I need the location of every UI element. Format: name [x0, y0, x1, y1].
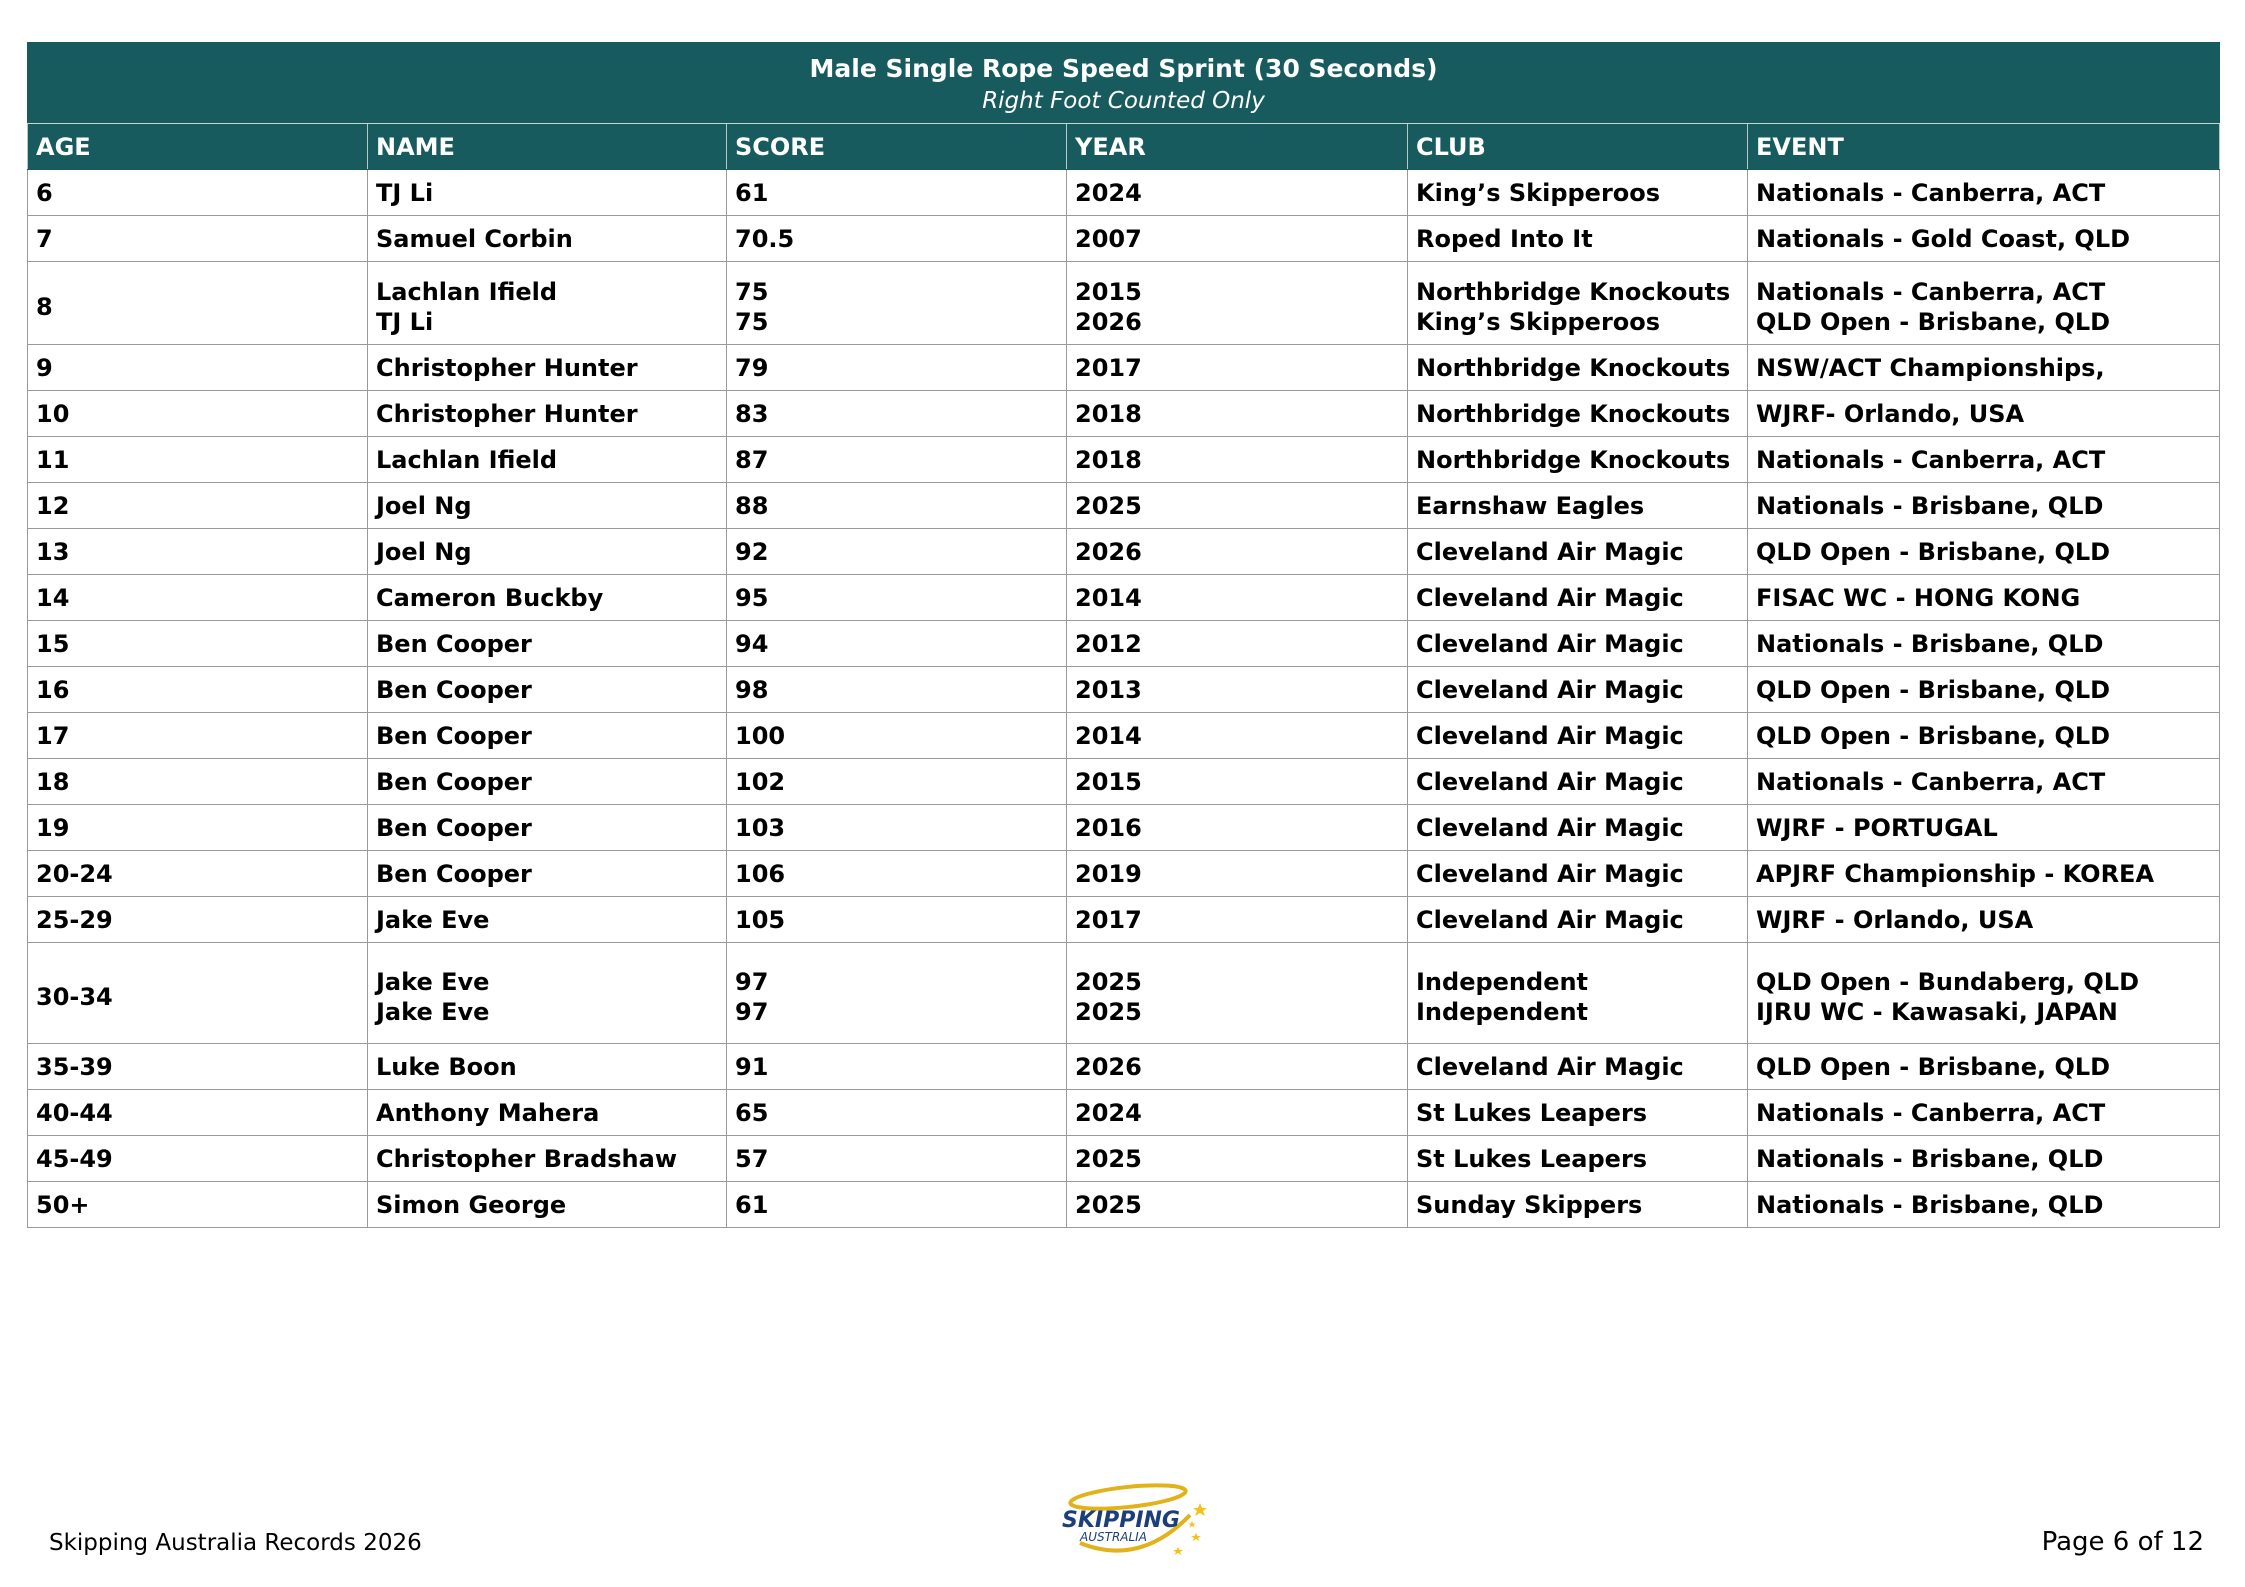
score-value: 75	[735, 308, 769, 336]
score-value: 105	[735, 905, 786, 934]
column-header-event: EVENT	[1748, 124, 2220, 170]
cell-club	[1408, 851, 1748, 897]
cell-age: 8	[28, 262, 368, 345]
event-value: WJRF - Orlando, USA	[1756, 905, 2034, 934]
cell-year	[1067, 759, 1408, 805]
score-value: 87	[735, 445, 769, 474]
cell-club	[1408, 1090, 1748, 1136]
year-value: 2007	[1075, 224, 1142, 253]
event-value: Nationals - Brisbane, QLD	[1756, 1144, 2104, 1173]
cell-year	[1067, 262, 1408, 345]
club-value: Cleveland Air Magic	[1416, 629, 1684, 658]
cell-event	[1748, 621, 2220, 667]
year-value: 2025	[1075, 491, 1142, 520]
year-value: 2025	[1075, 1190, 1142, 1219]
cell-event	[1748, 897, 2220, 943]
column-header-club: CLUB	[1408, 124, 1748, 170]
cell-club	[1408, 897, 1748, 943]
cell-event	[1748, 483, 2220, 529]
year-value: 2013	[1075, 675, 1142, 704]
cell-club	[1408, 943, 1748, 1044]
cell-score	[727, 170, 1067, 216]
cell-club	[1408, 575, 1748, 621]
cell-age: 16	[28, 667, 368, 713]
footer-page-number: Page 6 of 12	[2041, 1527, 2204, 1557]
name-value: Jake Eve	[376, 968, 490, 996]
club-value: Cleveland Air Magic	[1416, 583, 1684, 612]
cell-year	[1067, 345, 1408, 391]
name-value: Christopher Hunter	[376, 353, 638, 382]
table-title-row	[28, 43, 2220, 124]
score-value: 103	[735, 813, 786, 842]
event-value: Nationals - Brisbane, QLD	[1756, 1190, 2104, 1219]
skipping-australia-logo	[1050, 1475, 1210, 1565]
records-body	[28, 170, 2220, 1228]
cell-name	[368, 1044, 727, 1090]
cell-year	[1067, 437, 1408, 483]
cell-age: 13	[28, 529, 368, 575]
cell-club	[1408, 529, 1748, 575]
cell-club	[1408, 170, 1748, 216]
club-value: King’s Skipperoos	[1416, 178, 1661, 207]
event-value: QLD Open - Brisbane, QLD	[1756, 675, 2111, 704]
cell-score	[727, 621, 1067, 667]
cell-event	[1748, 1044, 2220, 1090]
cell-age: 30-34	[28, 943, 368, 1044]
event-value: Nationals - Canberra, ACT	[1756, 178, 2106, 207]
club-value: Cleveland Air Magic	[1416, 767, 1684, 796]
cell-name	[368, 529, 727, 575]
name-value: Ben Cooper	[376, 629, 532, 658]
club-value: Cleveland Air Magic	[1416, 721, 1684, 750]
cell-name	[368, 667, 727, 713]
cell-year	[1067, 1182, 1408, 1228]
cell-year	[1067, 529, 1408, 575]
event-value: WJRF- Orlando, USA	[1756, 399, 2025, 428]
cell-event	[1748, 216, 2220, 262]
cell-club	[1408, 1182, 1748, 1228]
cell-event	[1748, 759, 2220, 805]
cell-score	[727, 1044, 1067, 1090]
cell-score	[727, 529, 1067, 575]
cell-event	[1748, 1136, 2220, 1182]
table-row	[28, 1182, 2220, 1228]
club-value: Cleveland Air Magic	[1416, 1052, 1684, 1081]
score-value: 75	[735, 278, 769, 306]
cell-age: 12	[28, 483, 368, 529]
cell-age: 50+	[28, 1182, 368, 1228]
column-header-score: SCORE	[727, 124, 1067, 170]
event-value: WJRF - PORTUGAL	[1756, 813, 1998, 842]
cell-club	[1408, 667, 1748, 713]
cell-club	[1408, 713, 1748, 759]
cell-event	[1748, 437, 2220, 483]
club-value: Cleveland Air Magic	[1416, 537, 1684, 566]
name-value: Anthony Mahera	[376, 1098, 600, 1127]
cell-year	[1067, 713, 1408, 759]
event-value: Nationals - Gold Coast, QLD	[1756, 224, 2131, 253]
cell-age: 9	[28, 345, 368, 391]
cell-club	[1408, 216, 1748, 262]
cell-name	[368, 216, 727, 262]
cell-age: 40-44	[28, 1090, 368, 1136]
year-value: 2026	[1075, 308, 1142, 336]
year-value: 2025	[1075, 968, 1142, 996]
cell-club	[1408, 391, 1748, 437]
cell-name	[368, 805, 727, 851]
event-value: QLD Open - Brisbane, QLD	[1756, 308, 2111, 336]
cell-event	[1748, 170, 2220, 216]
cell-event	[1748, 943, 2220, 1044]
name-value: Luke Boon	[376, 1052, 517, 1081]
column-header-name: NAME	[368, 124, 727, 170]
score-value: 57	[735, 1144, 769, 1173]
table-row	[28, 1090, 2220, 1136]
club-value: King’s Skipperoos	[1416, 308, 1661, 336]
score-value: 83	[735, 399, 769, 428]
column-header-year: YEAR	[1067, 124, 1408, 170]
year-value: 2026	[1075, 537, 1142, 566]
cell-club	[1408, 262, 1748, 345]
event-value: APJRF Championship - KOREA	[1756, 859, 2155, 888]
year-value: 2019	[1075, 859, 1142, 888]
event-value: Nationals - Brisbane, QLD	[1756, 491, 2104, 520]
year-value: 2025	[1075, 1144, 1142, 1173]
cell-year	[1067, 575, 1408, 621]
event-value: Nationals - Canberra, ACT	[1756, 1098, 2106, 1127]
cell-name	[368, 851, 727, 897]
cell-club	[1408, 345, 1748, 391]
table-title-cell	[28, 43, 2220, 124]
event-value: NSW/ACT Championships,	[1756, 353, 2105, 382]
table-row	[28, 170, 2220, 216]
cell-year	[1067, 1090, 1408, 1136]
cell-name	[368, 345, 727, 391]
name-value: Jake Eve	[376, 998, 490, 1026]
year-value: 2018	[1075, 399, 1142, 428]
cell-year	[1067, 621, 1408, 667]
club-value: Northbridge Knockouts	[1416, 278, 1731, 306]
table-row	[28, 759, 2220, 805]
table-row	[28, 621, 2220, 667]
club-value: Independent	[1416, 998, 1589, 1026]
event-value: Nationals - Brisbane, QLD	[1756, 629, 2104, 658]
name-value: Ben Cooper	[376, 813, 532, 842]
score-value: 97	[735, 998, 769, 1026]
table-row	[28, 805, 2220, 851]
event-value: QLD Open - Brisbane, QLD	[1756, 537, 2111, 566]
cell-score	[727, 1090, 1067, 1136]
name-value: Ben Cooper	[376, 675, 532, 704]
year-value: 2017	[1075, 353, 1142, 382]
club-value: Cleveland Air Magic	[1416, 675, 1684, 704]
score-value: 102	[735, 767, 786, 796]
cell-year	[1067, 897, 1408, 943]
cell-event	[1748, 575, 2220, 621]
cell-name	[368, 1136, 727, 1182]
cell-event	[1748, 391, 2220, 437]
name-value: Samuel Corbin	[376, 224, 573, 253]
year-value: 2015	[1075, 767, 1142, 796]
table-subtitle: Right Foot Counted Only	[982, 87, 1265, 114]
cell-score	[727, 575, 1067, 621]
cell-name	[368, 1090, 727, 1136]
cell-event	[1748, 713, 2220, 759]
score-value: 61	[735, 178, 769, 207]
club-value: St Lukes Leapers	[1416, 1098, 1648, 1127]
score-value: 98	[735, 675, 769, 704]
event-value: FISAC WC - HONG KONG	[1756, 583, 2081, 612]
cell-name	[368, 621, 727, 667]
cell-age: 15	[28, 621, 368, 667]
cell-score	[727, 1136, 1067, 1182]
club-value: Northbridge Knockouts	[1416, 399, 1731, 428]
cell-score	[727, 391, 1067, 437]
cell-age: 19	[28, 805, 368, 851]
club-value: Cleveland Air Magic	[1416, 813, 1684, 842]
cell-age: 17	[28, 713, 368, 759]
table-row	[28, 345, 2220, 391]
column-header-age: AGE	[28, 124, 368, 170]
logo-text-sub: AUSTRALIA	[1080, 1530, 1147, 1544]
table-row	[28, 216, 2220, 262]
table-row	[28, 391, 2220, 437]
event-value: QLD Open - Brisbane, QLD	[1756, 1052, 2111, 1081]
event-value: Nationals - Canberra, ACT	[1756, 445, 2106, 474]
column-header-row	[28, 124, 2220, 170]
cell-name	[368, 262, 727, 345]
cell-score	[727, 437, 1067, 483]
cell-score	[727, 759, 1067, 805]
cell-age: 7	[28, 216, 368, 262]
score-value: 70.5	[735, 224, 795, 253]
cell-year	[1067, 170, 1408, 216]
club-value: Cleveland Air Magic	[1416, 859, 1684, 888]
table-title: Male Single Rope Speed Sprint (30 Seconds)	[809, 53, 1438, 83]
year-value: 2024	[1075, 178, 1142, 207]
name-value: Joel Ng	[376, 537, 472, 566]
score-value: 95	[735, 583, 769, 612]
cell-club	[1408, 1044, 1748, 1090]
club-value: Cleveland Air Magic	[1416, 905, 1684, 934]
cell-score	[727, 345, 1067, 391]
club-value: Northbridge Knockouts	[1416, 445, 1731, 474]
cell-score	[727, 897, 1067, 943]
year-value: 2016	[1075, 813, 1142, 842]
table-row	[28, 667, 2220, 713]
cell-event	[1748, 1090, 2220, 1136]
name-value: Jake Eve	[376, 905, 490, 934]
event-value: QLD Open - Brisbane, QLD	[1756, 721, 2111, 750]
event-value: IJRU WC - Kawasaki, JAPAN	[1756, 998, 2118, 1026]
cell-score	[727, 1182, 1067, 1228]
cell-age: 14	[28, 575, 368, 621]
cell-event	[1748, 345, 2220, 391]
score-value: 79	[735, 353, 769, 382]
cell-score	[727, 667, 1067, 713]
club-value: Independent	[1416, 968, 1589, 996]
event-value: QLD Open - Bundaberg, QLD	[1756, 968, 2139, 996]
cell-age: 25-29	[28, 897, 368, 943]
name-value: Christopher Bradshaw	[376, 1144, 677, 1173]
table-row	[28, 529, 2220, 575]
score-value: 91	[735, 1052, 769, 1081]
cell-name	[368, 759, 727, 805]
name-value: Joel Ng	[376, 491, 472, 520]
cell-club	[1408, 483, 1748, 529]
cell-club	[1408, 759, 1748, 805]
cell-age: 45-49	[28, 1136, 368, 1182]
cell-event	[1748, 262, 2220, 345]
cell-year	[1067, 1044, 1408, 1090]
cell-name	[368, 170, 727, 216]
cell-name	[368, 575, 727, 621]
table-row	[28, 713, 2220, 759]
cell-club	[1408, 805, 1748, 851]
cell-event	[1748, 667, 2220, 713]
cell-year	[1067, 805, 1408, 851]
cell-event	[1748, 805, 2220, 851]
name-value: TJ Li	[376, 308, 434, 336]
records-table	[27, 42, 2220, 1228]
year-value: 2025	[1075, 998, 1142, 1026]
year-value: 2014	[1075, 583, 1142, 612]
score-value: 92	[735, 537, 769, 566]
cell-year	[1067, 851, 1408, 897]
score-value: 88	[735, 491, 769, 520]
cell-year	[1067, 391, 1408, 437]
score-value: 61	[735, 1190, 769, 1219]
table-row	[28, 1044, 2220, 1090]
cell-age: 18	[28, 759, 368, 805]
cell-score	[727, 805, 1067, 851]
name-value: Lachlan Ifield	[376, 278, 558, 306]
cell-score	[727, 262, 1067, 345]
cell-year	[1067, 667, 1408, 713]
year-value: 2024	[1075, 1098, 1142, 1127]
cell-club	[1408, 1136, 1748, 1182]
club-value: St Lukes Leapers	[1416, 1144, 1648, 1173]
cell-event	[1748, 1182, 2220, 1228]
name-value: Ben Cooper	[376, 721, 532, 750]
table-row	[28, 851, 2220, 897]
cell-club	[1408, 621, 1748, 667]
cell-year	[1067, 483, 1408, 529]
cell-event	[1748, 529, 2220, 575]
logo-text-main: SKIPPING	[1062, 1508, 1180, 1533]
cell-year	[1067, 216, 1408, 262]
cell-age: 6	[28, 170, 368, 216]
table-row	[28, 897, 2220, 943]
event-value: Nationals - Canberra, ACT	[1756, 767, 2106, 796]
cell-year	[1067, 1136, 1408, 1182]
score-value: 97	[735, 968, 769, 996]
cell-name	[368, 897, 727, 943]
year-value: 2015	[1075, 278, 1142, 306]
club-value: Roped Into It	[1416, 224, 1593, 253]
score-value: 94	[735, 629, 769, 658]
year-value: 2026	[1075, 1052, 1142, 1081]
cell-name	[368, 943, 727, 1044]
cell-score	[727, 851, 1067, 897]
table-row	[28, 262, 2220, 345]
cell-event	[1748, 851, 2220, 897]
cell-club	[1408, 437, 1748, 483]
cell-age: 10	[28, 391, 368, 437]
footer-document-title: Skipping Australia Records 2026	[49, 1530, 422, 1556]
cell-score	[727, 216, 1067, 262]
score-value: 106	[735, 859, 786, 888]
year-value: 2014	[1075, 721, 1142, 750]
cell-score	[727, 943, 1067, 1044]
name-value: Christopher Hunter	[376, 399, 638, 428]
year-value: 2012	[1075, 629, 1142, 658]
score-value: 100	[735, 721, 786, 750]
event-value: Nationals - Canberra, ACT	[1756, 278, 2106, 306]
cell-score	[727, 713, 1067, 759]
name-value: Ben Cooper	[376, 767, 532, 796]
club-value: Sunday Skippers	[1416, 1190, 1643, 1219]
name-value: Ben Cooper	[376, 859, 532, 888]
cell-name	[368, 483, 727, 529]
cell-name	[368, 391, 727, 437]
table-row	[28, 483, 2220, 529]
table-row	[28, 943, 2220, 1044]
cell-year	[1067, 943, 1408, 1044]
table-row	[28, 437, 2220, 483]
cell-age: 35-39	[28, 1044, 368, 1090]
club-value: Northbridge Knockouts	[1416, 353, 1731, 382]
cell-name	[368, 713, 727, 759]
table-row	[28, 1136, 2220, 1182]
club-value: Earnshaw Eagles	[1416, 491, 1645, 520]
name-value: Cameron Buckby	[376, 583, 604, 612]
name-value: Lachlan Ifield	[376, 445, 558, 474]
cell-age: 20-24	[28, 851, 368, 897]
year-value: 2018	[1075, 445, 1142, 474]
score-value: 65	[735, 1098, 769, 1127]
cell-age: 11	[28, 437, 368, 483]
cell-name	[368, 437, 727, 483]
year-value: 2017	[1075, 905, 1142, 934]
name-value: Simon George	[376, 1190, 567, 1219]
cell-score	[727, 483, 1067, 529]
cell-name	[368, 1182, 727, 1228]
name-value: TJ Li	[376, 178, 434, 207]
table-row	[28, 575, 2220, 621]
